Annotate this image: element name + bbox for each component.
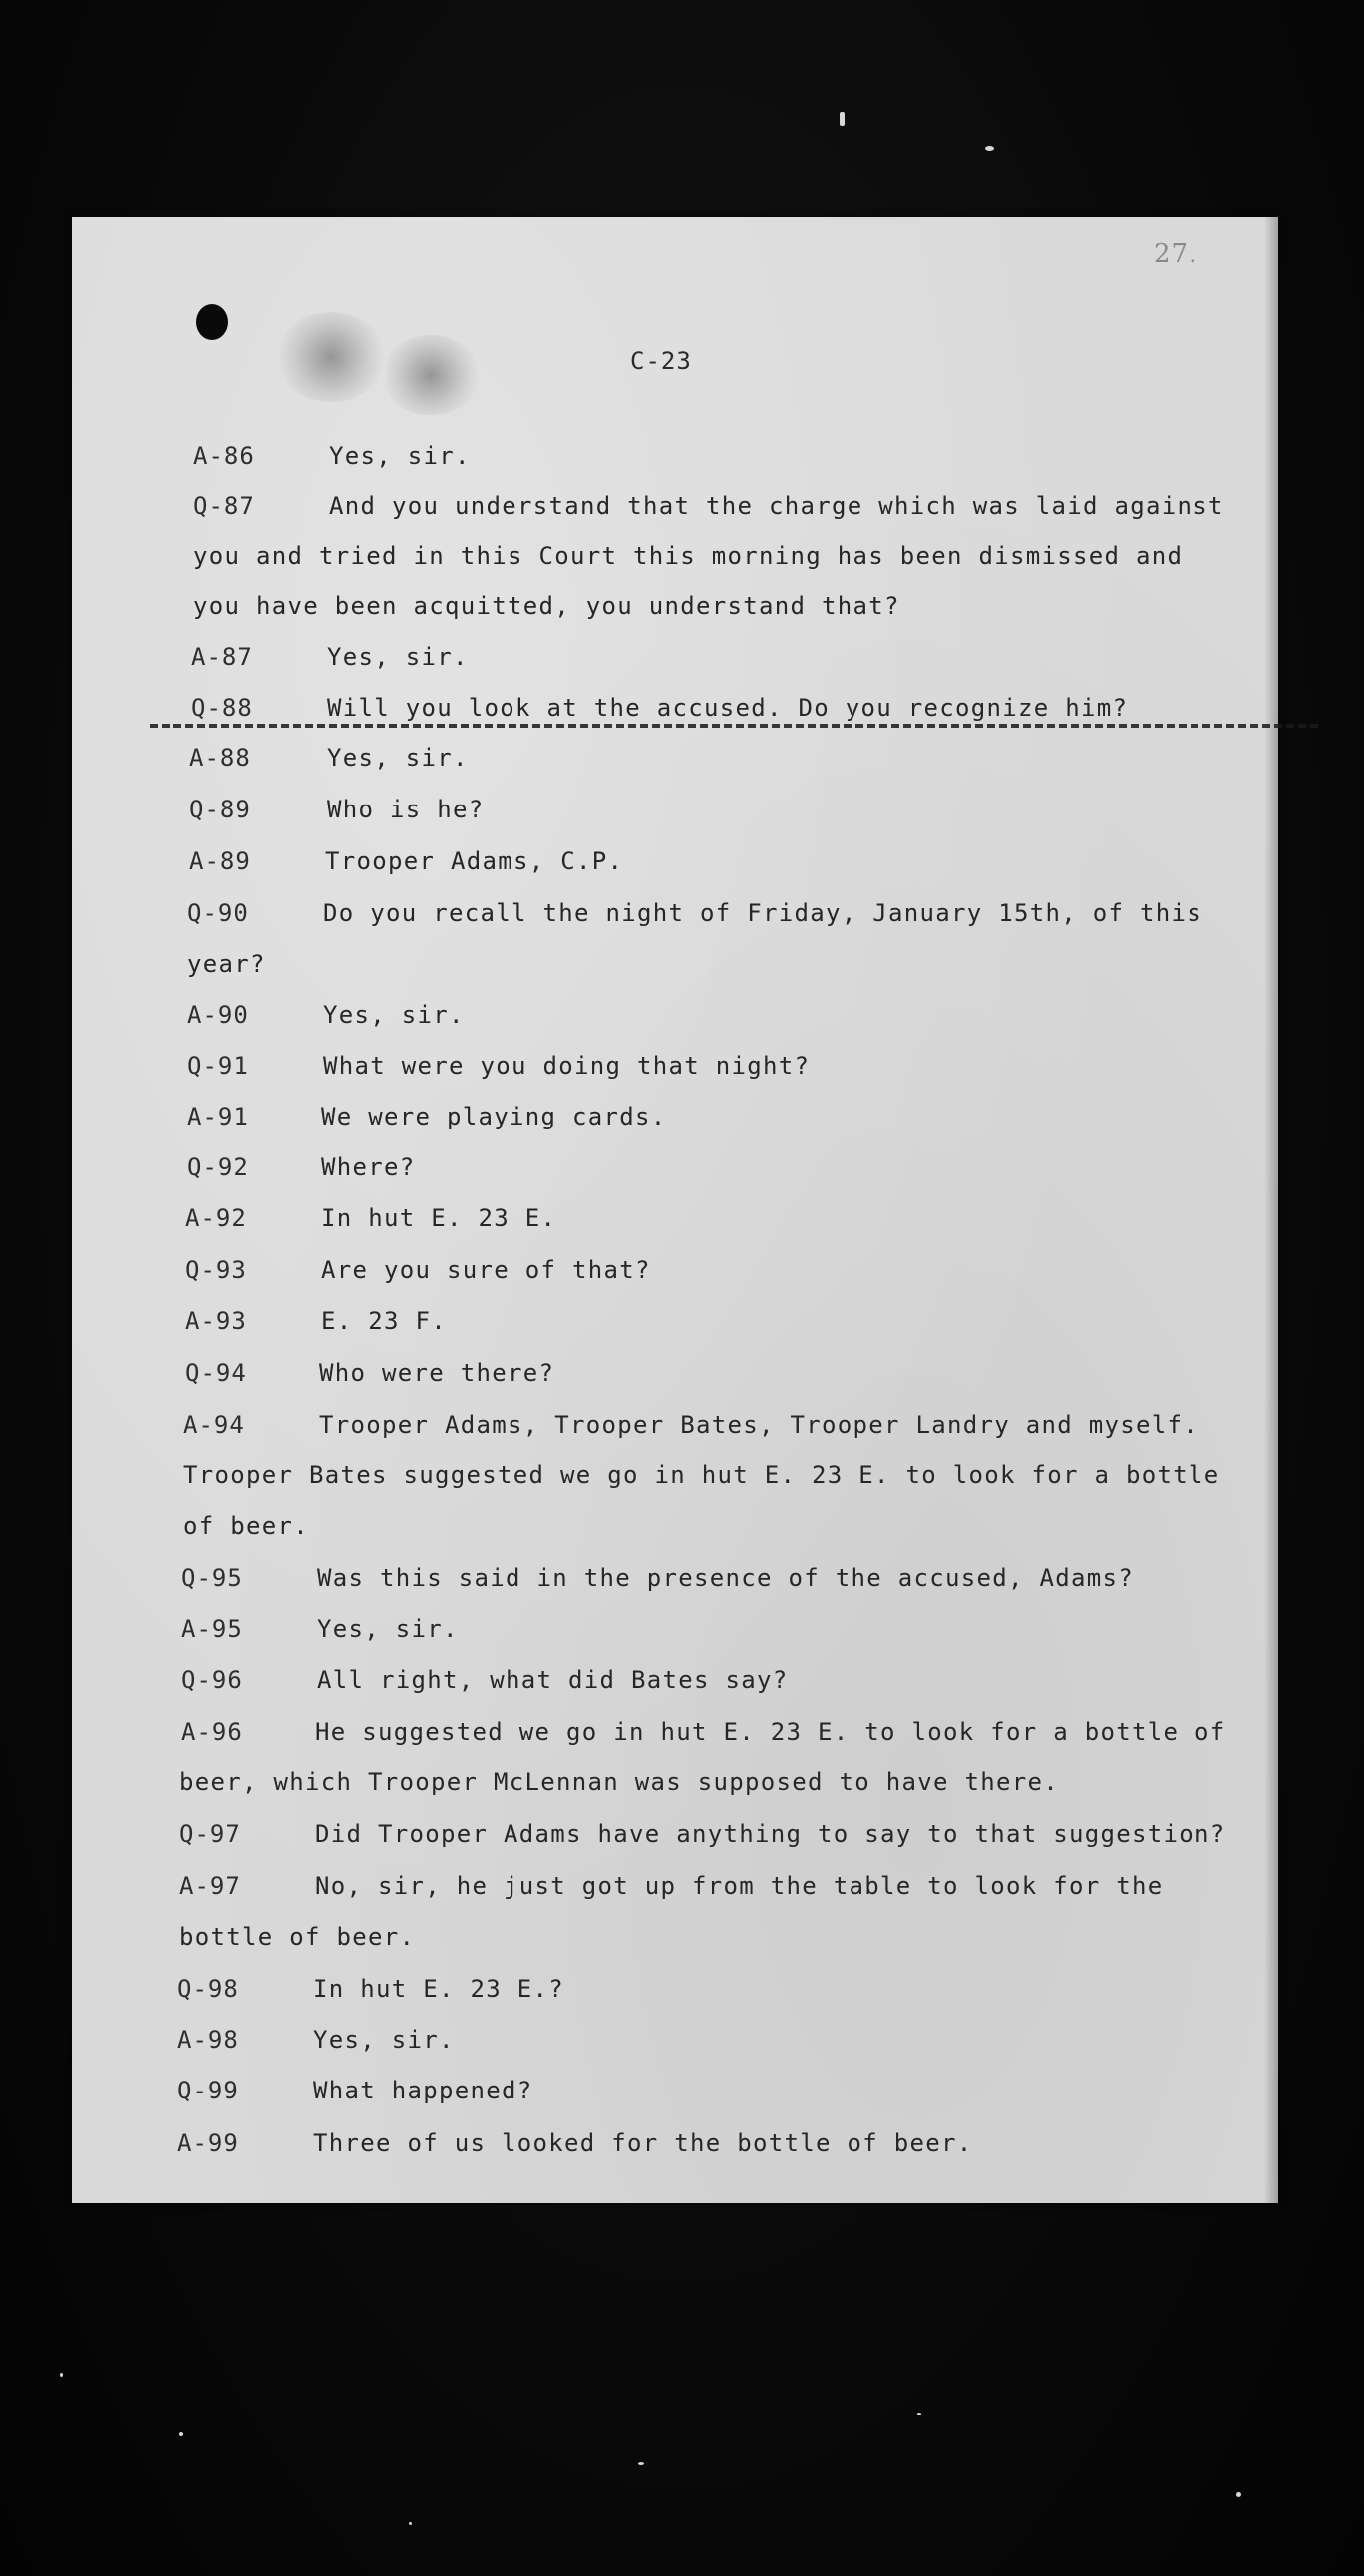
dust-speck (917, 2413, 921, 2415)
line-text: Will you look at the accused. Do you recognize him? (327, 694, 1129, 722)
line-label: A-95 (181, 1615, 243, 1643)
line-text: bottle of beer. (179, 1923, 416, 1951)
line-label: A-88 (189, 744, 251, 772)
line-label: Q-98 (177, 1975, 239, 2003)
line-text: beer, which Trooper McLennan was supposed to have there. (179, 1769, 1059, 1796)
line-label: A-89 (189, 847, 251, 875)
line-label: A-93 (185, 1307, 247, 1335)
line-text: Yes, sir. (327, 744, 469, 772)
line-text: Who were there? (319, 1359, 555, 1387)
line-label: A-94 (183, 1411, 245, 1439)
line-text: you and tried in this Court this morning has been dismissed and (193, 542, 1184, 570)
line-text: Did Trooper Adams have anything to say to that suggestion? (315, 1820, 1226, 1848)
line-label: A-96 (181, 1718, 243, 1746)
line-text: What happened? (313, 2077, 533, 2104)
line-text: Yes, sir. (317, 1615, 459, 1643)
line-label: A-97 (179, 1872, 241, 1900)
dust-speck (1236, 2492, 1241, 2497)
line-text: Trooper Adams, C.P. (325, 847, 624, 875)
line-label: A-86 (193, 442, 255, 470)
line-text: No, sir, he just got up from the table to look for the (315, 1872, 1164, 1900)
line-label: A-92 (185, 1204, 247, 1232)
page-edge-shadow (1264, 217, 1278, 2203)
line-text: In hut E. 23 E.? (313, 1975, 564, 2003)
line-text: Where? (321, 1153, 416, 1181)
line-label: A-98 (177, 2026, 239, 2054)
line-label: Q-87 (193, 492, 255, 520)
line-text: Who is he? (327, 796, 485, 823)
punch-hole (196, 304, 228, 340)
line-text: E. 23 F. (321, 1307, 447, 1335)
line-text: Yes, sir. (323, 1001, 465, 1029)
line-label: Q-96 (181, 1666, 243, 1694)
line-label: Q-92 (187, 1153, 249, 1181)
line-text: Yes, sir. (329, 442, 471, 470)
line-text: Was this said in the presence of the accused, Adams? (317, 1564, 1134, 1592)
line-label: Q-90 (187, 899, 249, 927)
line-text: He suggested we go in hut E. 23 E. to look for a bottle of (315, 1718, 1226, 1746)
line-label: Q-95 (181, 1564, 243, 1592)
document-page (72, 217, 1278, 2203)
dust-speck (638, 2462, 644, 2465)
line-text: year? (187, 950, 266, 978)
line-text: Trooper Bates suggested we go in hut E. 23 E. to look for a bottle (183, 1461, 1220, 1489)
smudge (381, 335, 481, 415)
line-text: Three of us looked for the bottle of beer. (313, 2129, 973, 2157)
line-text: Yes, sir. (327, 643, 469, 671)
dust-speck (179, 2432, 183, 2436)
line-label: Q-89 (189, 796, 251, 823)
line-text: In hut E. 23 E. (321, 1204, 557, 1232)
line-text: Yes, sir. (313, 2026, 455, 2054)
line-label: A-99 (177, 2129, 239, 2157)
line-label: Q-97 (179, 1820, 241, 1848)
line-text: All right, what did Bates say? (317, 1666, 789, 1694)
line-text: of beer. (183, 1512, 309, 1540)
smudge (276, 312, 386, 402)
dust-speck (840, 112, 845, 126)
document-heading: C-23 (630, 347, 692, 375)
dust-speck (60, 2373, 63, 2377)
line-label: Q-93 (185, 1256, 247, 1284)
line-text: Do you recall the night of Friday, January 15th, of this (323, 899, 1202, 927)
dust-speck (409, 2522, 412, 2525)
line-text: We were playing cards. (321, 1103, 667, 1130)
dust-speck (985, 146, 994, 151)
line-label: Q-99 (177, 2077, 239, 2104)
line-label: A-91 (187, 1103, 249, 1130)
line-text: What were you doing that night? (323, 1052, 811, 1080)
line-label: Q-91 (187, 1052, 249, 1080)
line-text: Are you sure of that? (321, 1256, 651, 1284)
dashed-rule (150, 724, 1318, 728)
line-label: A-87 (191, 643, 253, 671)
line-label: Q-94 (185, 1359, 247, 1387)
page-number: 27. (1154, 239, 1198, 269)
line-label: Q-88 (191, 694, 253, 722)
line-text: you have been acquitted, you understand that? (193, 592, 900, 620)
line-text: Trooper Adams, Trooper Bates, Trooper Landry and myself. (319, 1411, 1198, 1439)
line-label: A-90 (187, 1001, 249, 1029)
line-text: And you understand that the charge which was laid against (329, 492, 1224, 520)
